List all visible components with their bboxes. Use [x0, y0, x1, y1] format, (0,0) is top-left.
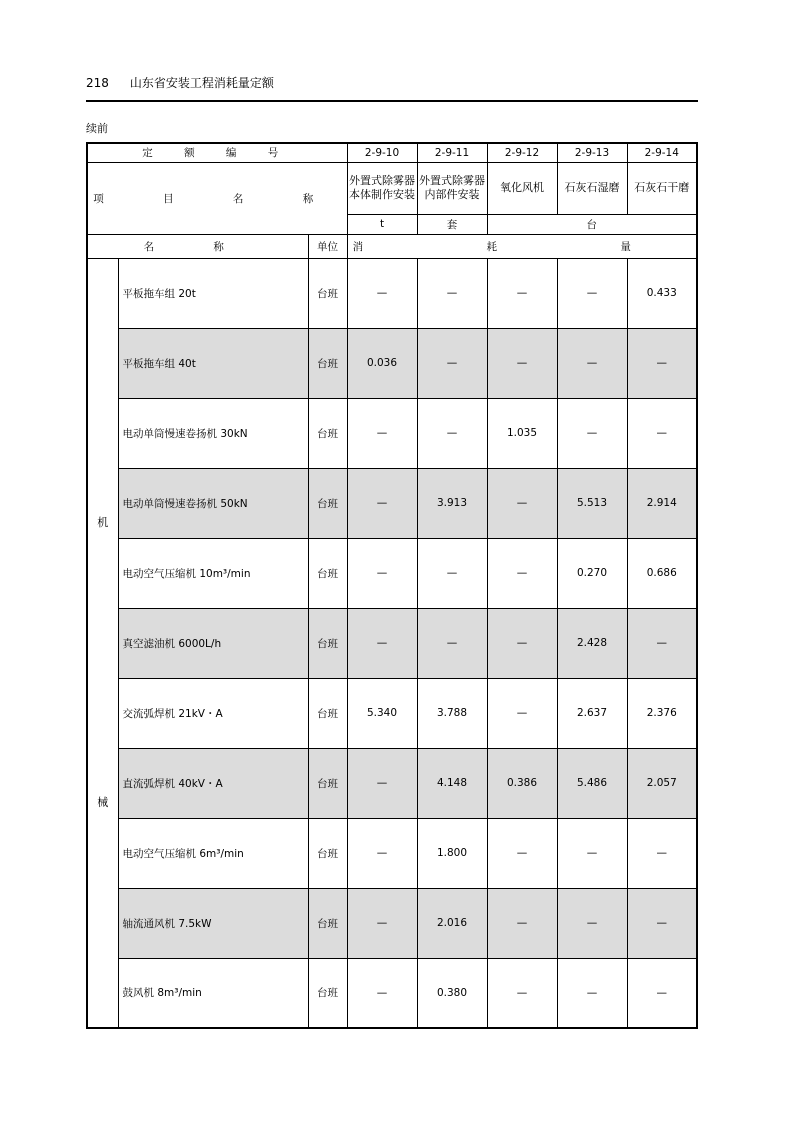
table-row [87, 258, 697, 328]
value-cell: 5.486 [557, 748, 627, 818]
item-name-cell: 石灰石干磨 [627, 162, 697, 214]
item-name-row [87, 162, 697, 214]
value-cell: — [487, 608, 557, 678]
header-rule [86, 100, 698, 102]
category-cell [87, 258, 118, 1028]
table-row [87, 608, 697, 678]
continued-label: 续前 [86, 122, 108, 135]
value-cell: 2.376 [627, 678, 697, 748]
book-title: 山东省安装工程消耗量定额 [129, 76, 274, 90]
value-cell: — [487, 538, 557, 608]
unit-top-cell: 台 [487, 214, 697, 234]
value-cell: — [557, 398, 627, 468]
value-cell: — [627, 608, 697, 678]
code-row [87, 143, 697, 162]
row-name: 平板拖车组 40t [118, 328, 308, 398]
value-cell: 0.036 [347, 328, 417, 398]
value-cell: — [347, 888, 417, 958]
value-cell: — [627, 958, 697, 1028]
quota-label: 定 额 编 号 [87, 143, 347, 162]
value-cell: 1.035 [487, 398, 557, 468]
row-name: 电动单筒慢速卷扬机 50kN [118, 468, 308, 538]
value-cell: — [557, 818, 627, 888]
value-cell: 0.686 [627, 538, 697, 608]
row-unit: 台班 [308, 538, 347, 608]
consumption-header: 消 耗 量 [347, 234, 697, 258]
value-cell: — [557, 888, 627, 958]
value-cell: 2.914 [627, 468, 697, 538]
value-cell: 0.270 [557, 538, 627, 608]
table-row [87, 468, 697, 538]
row-name: 平板拖车组 20t [118, 258, 308, 328]
value-cell: 3.788 [417, 678, 487, 748]
value-cell: 4.148 [417, 748, 487, 818]
row-unit: 台班 [308, 818, 347, 888]
value-cell: 1.800 [417, 818, 487, 888]
page-header [86, 74, 698, 91]
value-cell: — [627, 818, 697, 888]
column-header-row [87, 234, 697, 258]
value-cell: — [557, 258, 627, 328]
row-unit: 台班 [308, 258, 347, 328]
value-cell: 2.016 [417, 888, 487, 958]
table-row [87, 328, 697, 398]
table-row [87, 888, 697, 958]
table-row [87, 538, 697, 608]
item-name-cell: 氧化风机 [487, 162, 557, 214]
code-cell: 2-9-11 [417, 143, 487, 162]
unit-header: 单位 [308, 234, 347, 258]
item-label: 项 目 名 称 [87, 162, 347, 234]
table-row [87, 958, 697, 1028]
value-cell: — [417, 538, 487, 608]
value-cell: — [417, 328, 487, 398]
row-name: 电动空气压缩机 6m³/min [118, 818, 308, 888]
code-cell: 2-9-10 [347, 143, 417, 162]
row-unit: 台班 [308, 608, 347, 678]
value-cell: — [347, 538, 417, 608]
row-name: 电动空气压缩机 10m³/min [118, 538, 308, 608]
value-cell: — [347, 468, 417, 538]
row-name: 电动单筒慢速卷扬机 30kN [118, 398, 308, 468]
value-cell: — [487, 818, 557, 888]
value-cell: — [347, 398, 417, 468]
value-cell: — [347, 958, 417, 1028]
row-unit: 台班 [308, 958, 347, 1028]
table-row [87, 818, 697, 888]
value-cell: — [347, 818, 417, 888]
value-cell: 2.637 [557, 678, 627, 748]
value-cell: — [557, 958, 627, 1028]
value-cell: — [417, 608, 487, 678]
unit-top-cell: 套 [417, 214, 487, 234]
row-name: 鼓风机 8m³/min [118, 958, 308, 1028]
category-char: 械 [97, 795, 109, 809]
name-header: 名 称 [87, 234, 308, 258]
unit-top-cell: t [347, 214, 417, 234]
value-cell: 0.433 [627, 258, 697, 328]
table-row [87, 678, 697, 748]
value-cell: — [417, 398, 487, 468]
value-cell: 0.380 [417, 958, 487, 1028]
value-cell: 2.428 [557, 608, 627, 678]
value-cell: — [487, 678, 557, 748]
item-name-cell: 外置式除雾器本体制作安装 [347, 162, 417, 214]
value-cell: — [487, 958, 557, 1028]
value-cell: 5.340 [347, 678, 417, 748]
row-unit: 台班 [308, 468, 347, 538]
item-name-cell: 石灰石湿磨 [557, 162, 627, 214]
row-name: 轴流通风机 7.5kW [118, 888, 308, 958]
value-cell: — [627, 398, 697, 468]
table-row [87, 748, 697, 818]
table-row [87, 398, 697, 468]
value-cell: — [627, 328, 697, 398]
quota-table [86, 142, 698, 1029]
row-unit: 台班 [308, 748, 347, 818]
value-cell: — [347, 258, 417, 328]
value-cell: — [347, 608, 417, 678]
code-cell: 2-9-13 [557, 143, 627, 162]
value-cell: — [487, 328, 557, 398]
row-unit: 台班 [308, 328, 347, 398]
category-char: 机 [97, 515, 109, 529]
value-cell: — [347, 748, 417, 818]
value-cell: 0.386 [487, 748, 557, 818]
value-cell: — [487, 888, 557, 958]
code-cell: 2-9-12 [487, 143, 557, 162]
item-name-cell: 外置式除雾器内部件安装 [417, 162, 487, 214]
code-cell: 2-9-14 [627, 143, 697, 162]
value-cell: 5.513 [557, 468, 627, 538]
value-cell: 3.913 [417, 468, 487, 538]
row-unit: 台班 [308, 678, 347, 748]
page-number: 218 [86, 76, 109, 90]
row-name: 交流弧焊机 21kV・A [118, 678, 308, 748]
row-unit: 台班 [308, 888, 347, 958]
row-name: 真空滤油机 6000L/h [118, 608, 308, 678]
value-cell: — [557, 328, 627, 398]
value-cell: 2.057 [627, 748, 697, 818]
value-cell: — [417, 258, 487, 328]
value-cell: — [627, 888, 697, 958]
value-cell: — [487, 258, 557, 328]
row-unit: 台班 [308, 398, 347, 468]
value-cell: — [487, 468, 557, 538]
row-name: 直流弧焊机 40kV・A [118, 748, 308, 818]
